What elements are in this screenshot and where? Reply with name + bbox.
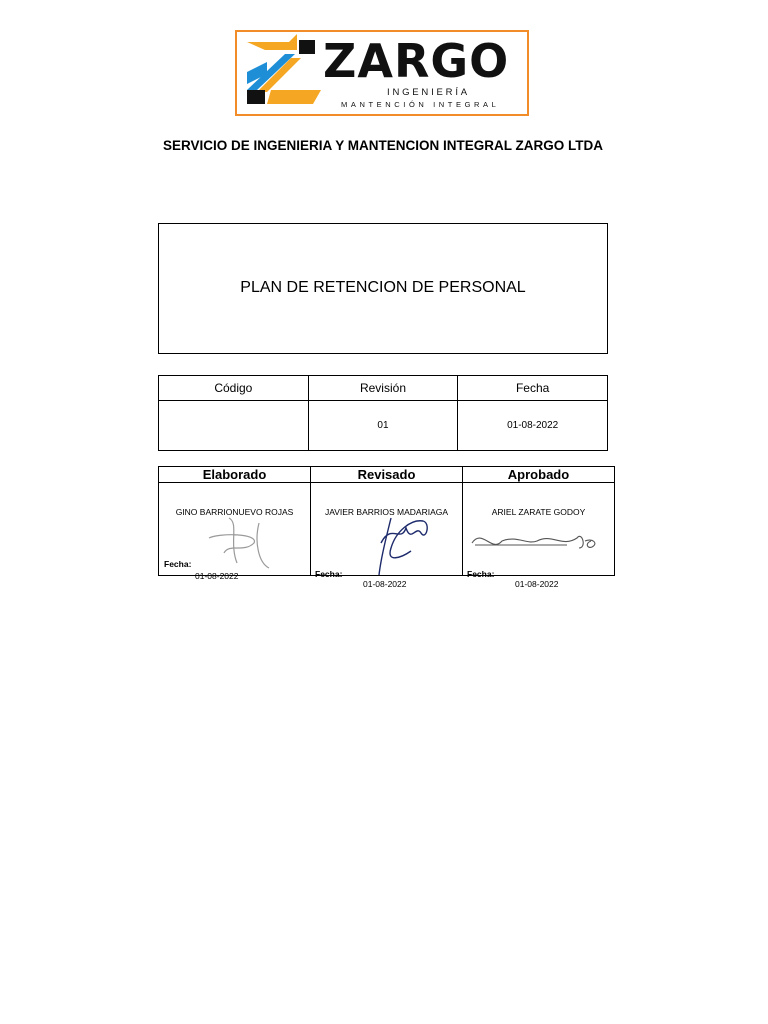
title-box	[158, 223, 608, 354]
company-name: SERVICIO DE INGENIERIA Y MANTENCION INTEGRAL ZARGO LTDA	[162, 138, 604, 153]
document-codes-table	[158, 375, 608, 451]
elaborado-cell	[159, 483, 311, 581]
revisado-fecha-label: Fecha:	[315, 569, 343, 579]
elaborado-name: GINO BARRIONUEVO ROJAS	[175, 507, 294, 517]
signature-icon	[371, 513, 441, 579]
code-header: Código	[159, 376, 309, 401]
elaborado-header: Elaborado	[159, 467, 311, 483]
elaborado-fecha-label: Fecha:	[164, 559, 192, 569]
aprobado-name: ARIEL ZARATE GODOY	[491, 507, 586, 517]
revisado-header: Revisado	[311, 467, 463, 483]
date-header: Fecha	[458, 376, 608, 401]
code-value	[159, 401, 309, 451]
revision-header: Revisión	[308, 376, 458, 401]
aprobado-cell	[463, 483, 615, 589]
aprobado-header: Aprobado	[463, 467, 615, 483]
logo-subtitle-ingenieria: INGENIERÍA	[387, 87, 470, 98]
elaborado-date: 01-08-2022	[195, 571, 239, 581]
aprobado-date: 01-08-2022	[515, 579, 559, 589]
signature-icon	[467, 523, 607, 563]
revisado-date: 01-08-2022	[363, 579, 407, 589]
date-value: 01-08-2022	[458, 401, 608, 451]
document-title: PLAN DE RETENCION DE PERSONAL	[240, 279, 526, 296]
revisado-name: JAVIER BARRIOS MADARIAGA	[324, 507, 449, 517]
revisado-cell	[311, 483, 463, 589]
revision-value: 01	[308, 401, 458, 451]
logo-subtitle-mantencion: MANTENCIÓN INTEGRAL	[341, 100, 500, 109]
logo-wordmark: ZARGO	[323, 34, 510, 88]
aprobado-fecha-label: Fecha:	[467, 569, 495, 579]
signature-icon	[199, 513, 279, 573]
approvals-table	[158, 466, 615, 589]
zargo-logo-mark-icon	[237, 32, 327, 114]
company-logo	[235, 30, 529, 116]
